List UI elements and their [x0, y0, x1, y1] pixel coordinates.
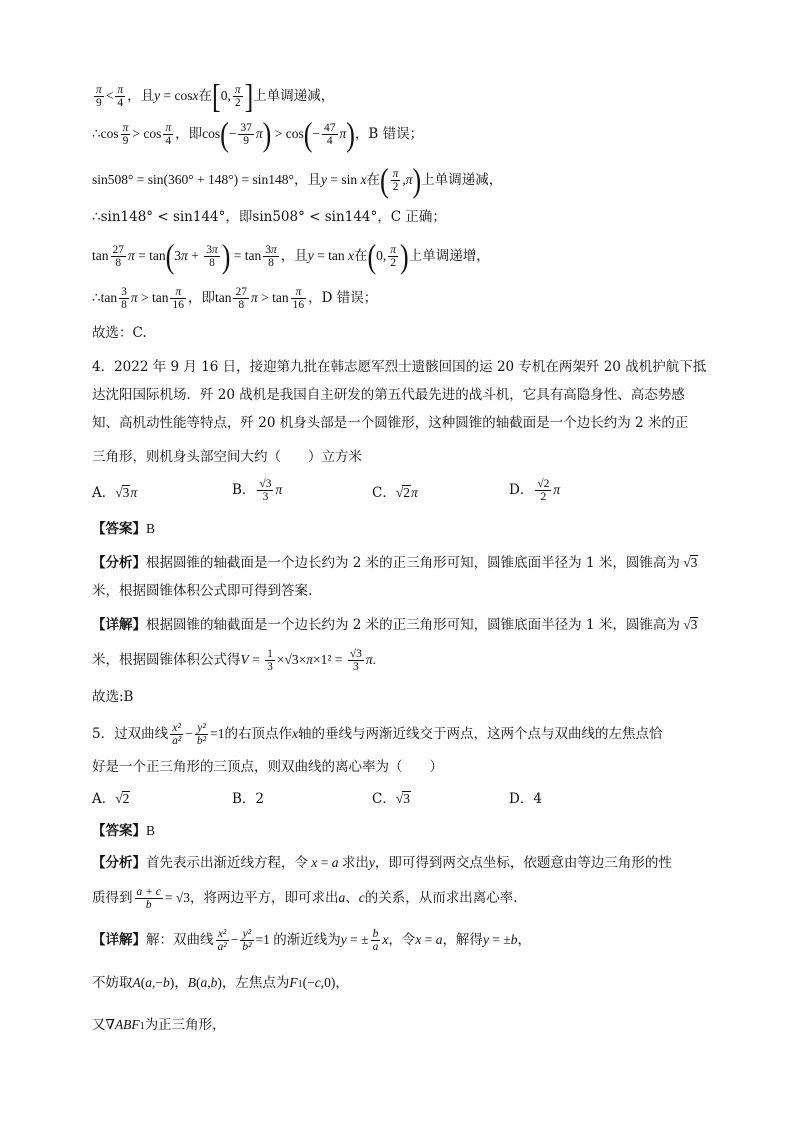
text-mono-dec: 上单调递减，: [253, 88, 335, 104]
text-mono-inc: 上单调递增，: [408, 248, 490, 264]
q4-option-a: A．√3π: [92, 485, 138, 501]
line-tan: tan $\frac{27}{8}$ π = tan(3π + $\frac{3\pi}{8}$ ) = tan $\frac{3\pi}{8}$ ，且y = tan x在(0, $\frac{\pi}{2}$ )上单调递增，: [92, 237, 490, 275]
q4-answer: 【答案】B: [92, 521, 156, 537]
q5-option-b: B．2: [232, 791, 265, 807]
text-ie: ，即: [175, 126, 203, 142]
text-and-2: ，且: [293, 172, 321, 188]
q5-detail-3: 又∇ABF1为正三角形，: [92, 1017, 226, 1033]
text-on: 在: [198, 88, 213, 104]
line-pi9-lt-pi4: $\frac{\pi}{9}$ < $\frac{\pi}{4}$ ，且y = cosx在[0, $\frac{\pi}{2}$ ]上单调递减，: [96, 77, 335, 115]
sin144-compare: ∴sin148° < sin144°，即sin508° < sin144°，C 正确；: [92, 209, 446, 225]
therefore-symbol-2: ∴: [92, 290, 101, 306]
text-ie-2: ，即: [187, 290, 215, 306]
choice-q3: 故选：C.: [92, 325, 147, 341]
text-on-2: 在: [366, 172, 380, 188]
q4-line-1: 4．2022 年 9 月 16 日，接迎第九批在韩志愿军烈士遗骸回国的运 20 专机在两架歼 20 战机护航下抵: [92, 359, 707, 375]
text-b-wrong: ，B 错误；: [354, 126, 424, 142]
q5-line-2: 好是一个正三角形的三顶点，则双曲线的离心率为（ ）: [92, 759, 443, 775]
q4-option-b: B． $\frac{√3}{3}$ π: [232, 478, 283, 503]
q4-option-d: D． $\frac{√2}{2}$ π: [509, 478, 561, 503]
q4-analysis-1: 【分析】根据圆锥的轴截面是一个边长约为 2 米的正三角形可知，圆锥底面半径为 1 米，圆锥高为 √3: [92, 555, 698, 571]
q5-option-c: C．√3: [372, 791, 411, 807]
q5-answer: 【答案】B: [92, 823, 156, 839]
therefore-symbol: ∴: [92, 126, 101, 142]
text-on-3: 在: [353, 248, 368, 264]
text-mono-dec-2: 上单调递减，: [421, 172, 503, 188]
q5-analysis-1: 【分析】首先表示出渐近线方程，令 x = a 求出y，即可得到两交点坐标，依题意由等边三角形的性: [92, 855, 672, 871]
q5-option-a: A．√2: [92, 791, 130, 807]
sin508-equation: sin508° = sin(360° + 148°) = sin148°: [92, 172, 294, 187]
q5-option-d: D．4: [509, 791, 542, 807]
text-d-wrong: ，D 错误；: [308, 290, 378, 306]
line-sin-compare: [92, 206, 446, 228]
q5-detail-2: 不妨取A(a,−b)，B(a,b)，左焦点为F1(−c,0)，: [92, 975, 349, 991]
q4-detail-2: 米，根据圆锥体积公式得V = $\frac{1}{3}$ ×√3×π×1² = $\frac{√3}{3}$ π.: [92, 648, 377, 673]
q5-line-1: 5．过双曲线 $\frac{\text{x²}}{\text{a²}}$ − $\frac{\text{y²}}{\text{b²}}$ =1的右顶点作x轴的垂线与两渐近线交于两点，这两个点与双曲线的左焦点恰: [92, 722, 663, 747]
q4-line-2: 达沈阳国际机场．歼 20 战机是我国自主研发的第五代最先进的战斗机，它具有高隐身性、高态势感: [92, 387, 685, 403]
line-tan-compare: ∴tan $\frac{3}{8}$ π > tan $\frac{\pi}{16}$ ，即tan $\frac{27}{8}$ π > tan $\frac{\pi}{16}$ ，D 错误；: [92, 286, 378, 311]
line-cos-compare: ∴cos $\frac{\pi}{9}$ > cos $\frac{\pi}{4}$ ，即cos(− $\frac{37}{9}$ π) > cos(− $\frac{47}{4}$ π)，B 错误；: [92, 115, 424, 153]
q5-analysis-2: 质得到 $\frac{a + c}{b}$ = √3，将两边平方，即可求出a、c的关系，从而求出离心率.: [92, 886, 518, 911]
line-sin508: sin508° = sin(360° + 148°) = sin148°，且y = sin x在( $\frac{\pi}{2}$ ,π)上单调递减，: [92, 161, 503, 199]
text-and: ，且: [127, 88, 155, 104]
text-and-3: ，且: [280, 248, 308, 264]
q4-line-3: 知、高机动性能等特点，歼 20 机身头部是一个圆锥形，这种圆锥的轴截面是一个边长约为 2 米的正: [92, 415, 689, 431]
q4-line-4: 三角形，则机身头部空间大约（ ）立方米: [92, 449, 362, 465]
q5-detail-1: 【详解】解：双曲线 $\frac{\text{x²}}{\text{a²}}$ − $\frac{\text{y²}}{\text{b²}}$ =1 的渐近线为y = ± $\frac{b}{a}$ x，令x = a，解得y = ±b，: [92, 928, 531, 953]
q4-detail-1: 【详解】根据圆锥的轴截面是一个边长约为 2 米的正三角形可知，圆锥底面半径为 1 米，圆锥高为 √3: [92, 617, 698, 633]
q4-analysis-2: 米，根据圆锥体积公式即可得到答案.: [92, 583, 313, 599]
q4-choice: 故选:B: [92, 689, 134, 705]
q4-option-c: C．√2π: [372, 485, 418, 501]
